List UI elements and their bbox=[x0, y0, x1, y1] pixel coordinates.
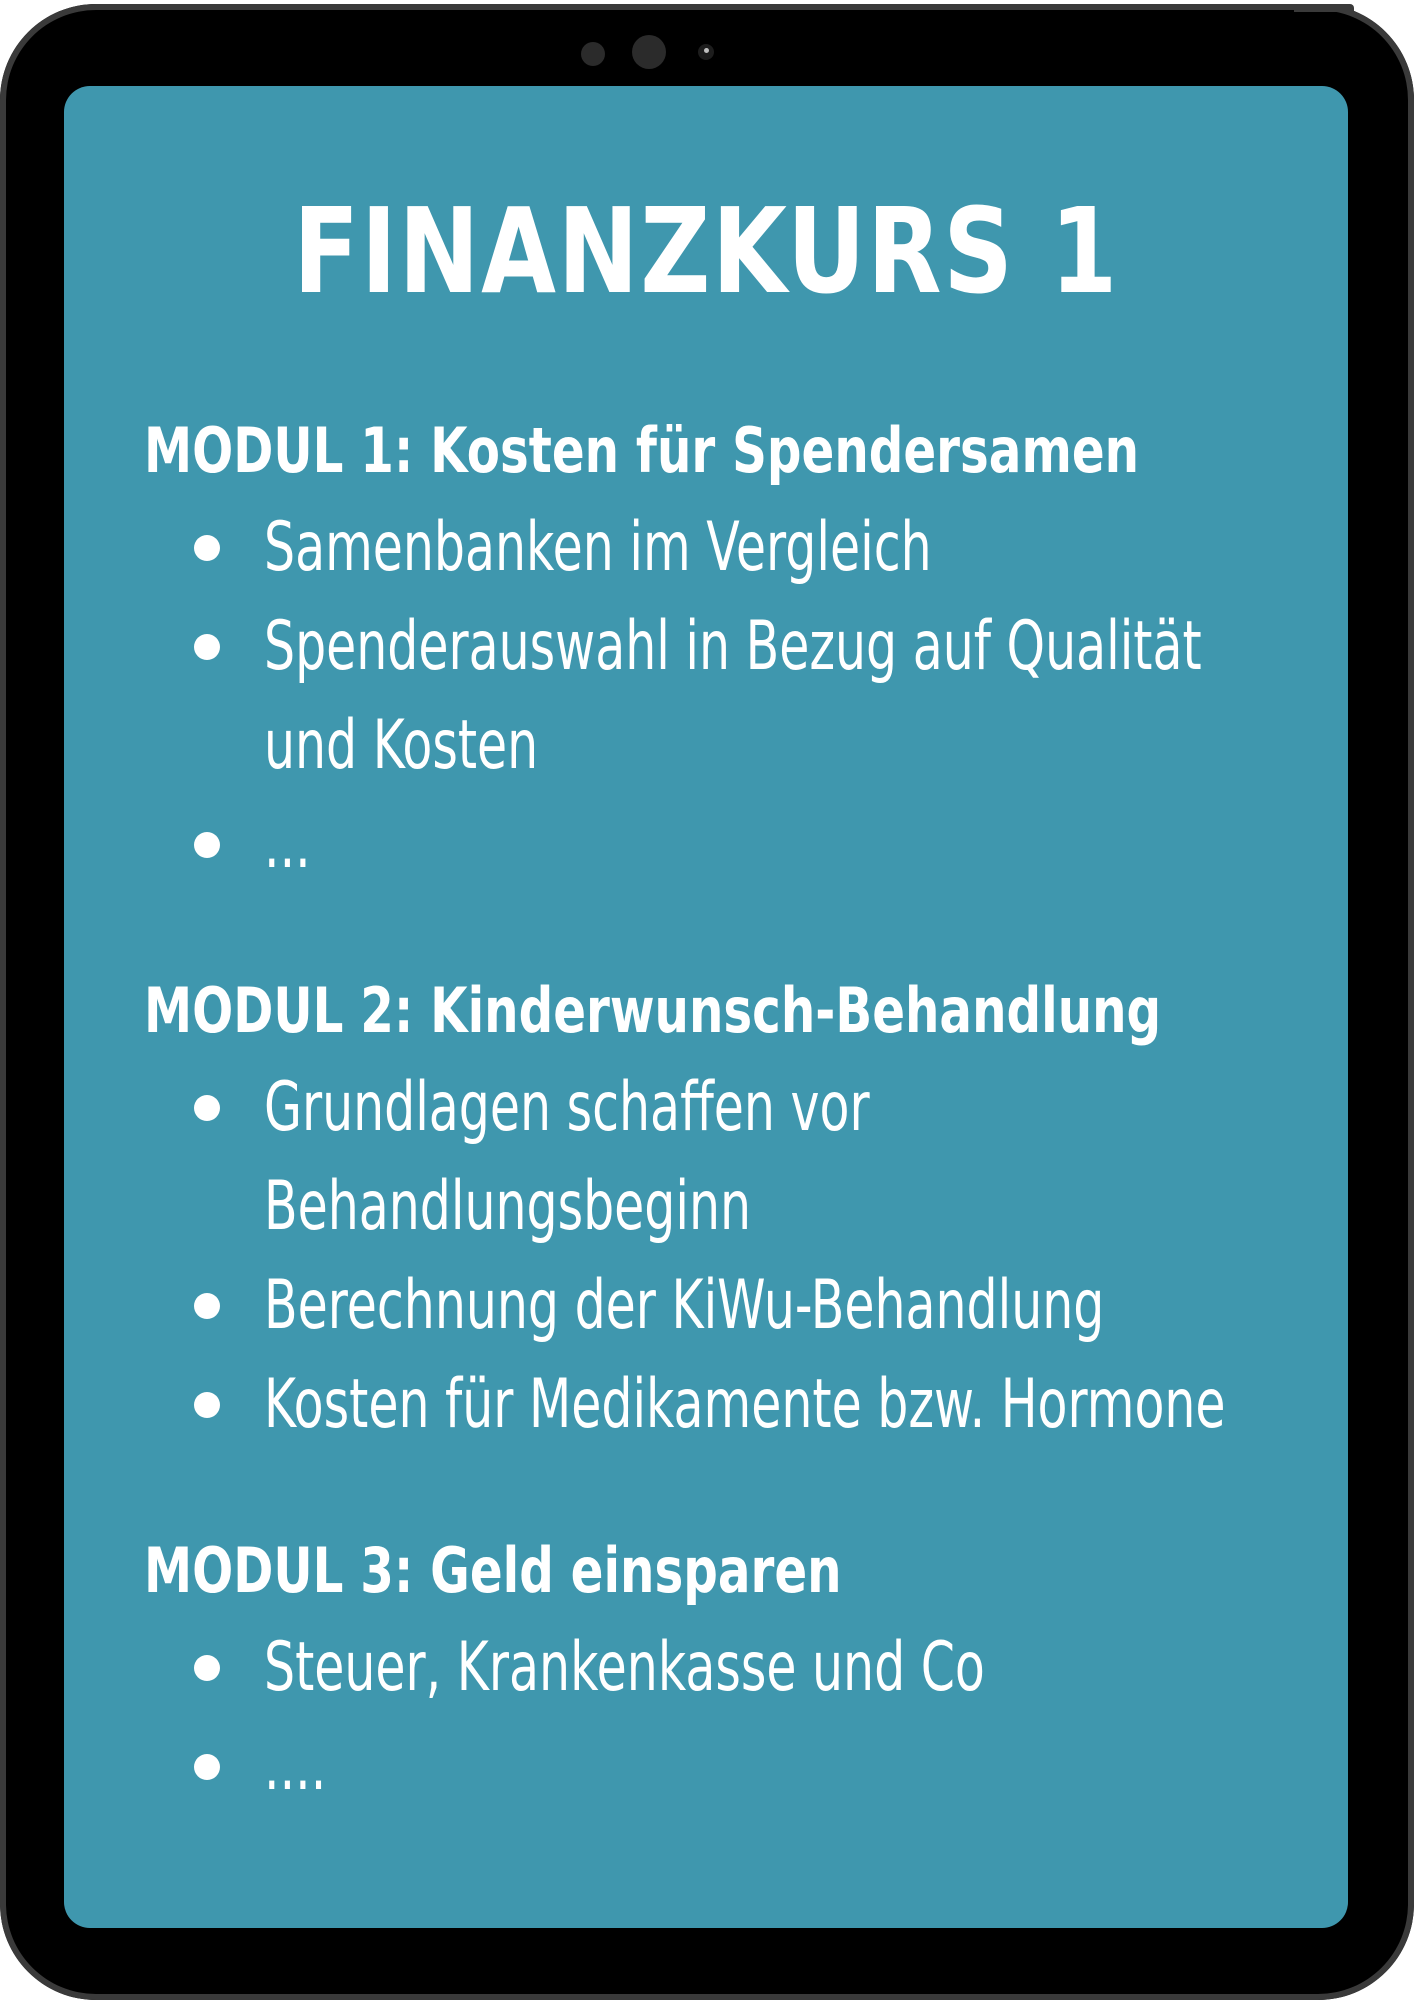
bullet-icon bbox=[194, 1293, 220, 1319]
page-title: FINANZKURS 1 bbox=[293, 182, 1119, 320]
sensor-icon bbox=[581, 42, 605, 66]
front-camera-icon bbox=[632, 35, 666, 69]
list-item: .... bbox=[144, 1717, 1324, 1816]
camera-lens-icon bbox=[698, 44, 714, 60]
list-item: Kosten für Medikamente bzw. Hormone bbox=[144, 1355, 1324, 1454]
tablet-frame bbox=[0, 4, 1414, 2000]
list-item: Grundlagen schaffen vor bbox=[144, 1058, 1324, 1157]
module-list bbox=[144, 404, 1324, 1886]
module-heading: MODUL 2: Kinderwunsch-Behandlung bbox=[144, 974, 1162, 1047]
module-2 bbox=[144, 964, 1324, 1454]
list-item: Spenderauswahl in Bezug auf Qualität bbox=[144, 597, 1324, 696]
list-item: Berechnung der KiWu-Behandlung bbox=[144, 1256, 1324, 1355]
bullet-icon bbox=[194, 1392, 220, 1418]
list-item: Steuer, Krankenkasse und Co bbox=[144, 1618, 1324, 1717]
module-1 bbox=[144, 404, 1324, 894]
module-heading: MODUL 3: Geld einsparen bbox=[144, 1534, 842, 1607]
list-item: ... bbox=[144, 795, 1324, 894]
bullet-icon bbox=[194, 1754, 220, 1780]
bullet-icon bbox=[194, 832, 220, 858]
power-button bbox=[1294, 4, 1354, 12]
module-3 bbox=[144, 1524, 1324, 1816]
list-item: Samenbanken im Vergleich bbox=[144, 498, 1324, 597]
bullet-icon bbox=[194, 1095, 220, 1121]
list-item-continuation: und Kosten bbox=[264, 706, 539, 785]
bullet-icon bbox=[194, 535, 220, 561]
bullet-icon bbox=[194, 1655, 220, 1681]
list-item-continuation: Behandlungsbeginn bbox=[264, 1167, 752, 1246]
bullet-icon bbox=[194, 634, 220, 660]
module-heading: MODUL 1: Kosten für Spendersamen bbox=[144, 414, 1140, 487]
tablet-screen bbox=[64, 86, 1348, 1928]
